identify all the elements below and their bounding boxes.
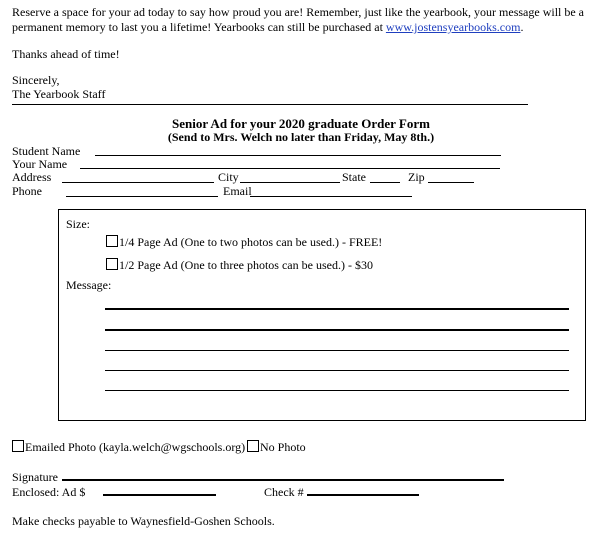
city-label: City (218, 170, 239, 184)
no-photo-option[interactable] (247, 440, 306, 455)
intro-text-end: . (520, 20, 524, 34)
check-number-field[interactable] (307, 494, 419, 496)
message-label: Message: (66, 278, 112, 292)
zip-label: Zip (408, 170, 425, 184)
intro-paragraph (12, 5, 592, 35)
state-field[interactable] (370, 182, 400, 183)
closing-text: Sincerely, (12, 73, 60, 87)
message-line-5[interactable] (105, 390, 569, 391)
size-option-quarter[interactable] (106, 235, 382, 250)
half-page-label: 1/2 Page Ad (One to three photos can be used.) - $30 (119, 258, 373, 272)
thanks-text: Thanks ahead of time! (12, 47, 120, 61)
intro-text: Reserve a space for your ad today to say how proud you are! Remember, just like the yearbook, your message will be a permanent memory to last you a lifetime! Yearbooks can still be purchased at (12, 5, 585, 34)
no-photo-checkbox[interactable] (247, 440, 259, 452)
enclosed-amount-field[interactable] (103, 494, 216, 496)
phone-label: Phone (12, 184, 42, 198)
your-name-label: Your Name (12, 157, 68, 171)
email-field[interactable] (250, 196, 412, 197)
state-label: State (342, 170, 366, 184)
half-page-checkbox[interactable] (106, 258, 118, 270)
your-name-field[interactable] (80, 168, 500, 169)
signature-label: Signature (12, 470, 58, 484)
yearbook-link[interactable]: www.jostensyearbooks.com (385, 20, 521, 34)
payable-note: Make checks payable to Waynesfield-Goshen Schools. (12, 514, 275, 528)
size-label: Size: (66, 217, 90, 231)
quarter-page-label: 1/4 Page Ad (One to two photos can be used.) - FREE! (119, 235, 383, 249)
message-line-1[interactable] (105, 308, 569, 310)
emailed-photo-option[interactable] (12, 440, 245, 455)
emailed-photo-checkbox[interactable] (12, 440, 24, 452)
form-subtitle: (Send to Mrs. Welch no later than Friday, May 8th.) (167, 130, 435, 144)
enclosed-label: Enclosed: Ad $ (12, 485, 86, 499)
form-title: Senior Ad for your 2020 graduate Order Form (172, 116, 430, 131)
city-field[interactable] (240, 182, 340, 183)
emailed-photo-label: Emailed Photo (kayla.welch@wgschools.org) (25, 440, 246, 454)
size-option-half[interactable] (106, 258, 373, 273)
student-name-field[interactable] (95, 155, 501, 156)
address-label: Address (12, 170, 52, 184)
message-line-4[interactable] (105, 370, 569, 371)
message-line-3[interactable] (105, 350, 569, 351)
check-number-label: Check # (264, 485, 304, 499)
email-label: Email (223, 184, 252, 198)
student-name-label: Student Name (12, 144, 81, 158)
signer-text: The Yearbook Staff (12, 87, 106, 101)
zip-field[interactable] (428, 182, 474, 183)
section-divider (12, 104, 528, 105)
address-field[interactable] (62, 182, 214, 183)
no-photo-label: No Photo (260, 440, 306, 454)
signature-field[interactable] (62, 479, 504, 481)
phone-field[interactable] (66, 196, 218, 197)
quarter-page-checkbox[interactable] (106, 235, 118, 247)
message-line-2[interactable] (105, 329, 569, 331)
